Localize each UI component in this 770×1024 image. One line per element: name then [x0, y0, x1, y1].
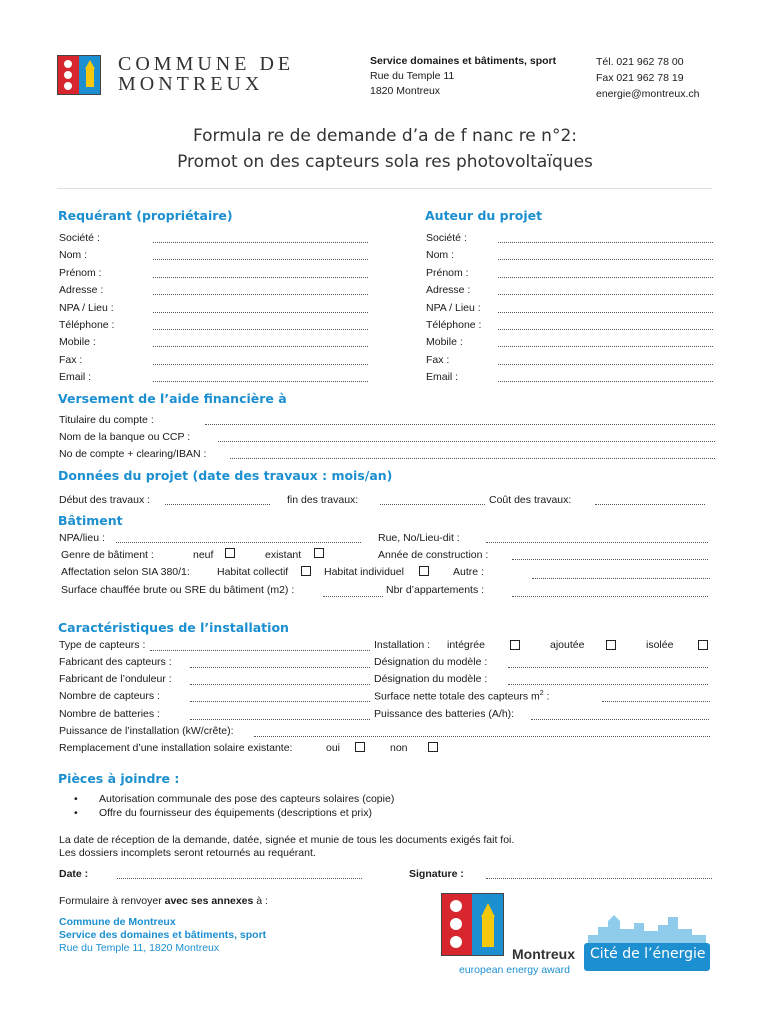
nombre-field[interactable]: [190, 701, 370, 702]
fab-onduleur-field[interactable]: [190, 684, 370, 685]
service-title: Service domaines et bâtiments, sport: [370, 55, 557, 67]
versement-heading: Versement de l’aide financière à: [58, 391, 287, 406]
auteur-field-input[interactable]: [498, 346, 713, 347]
signature-field[interactable]: [486, 878, 712, 879]
logo-montreux-label: Montreux: [512, 946, 575, 962]
coat-of-arms-icon: [57, 55, 101, 95]
commune-logo-line2: MONTREUX: [118, 73, 264, 95]
cout-label: Coût des travaux:: [489, 494, 572, 506]
title-divider: [57, 188, 712, 189]
batteries-label: Nombre de batteries :: [59, 708, 160, 720]
autre-label: Autre :: [453, 566, 484, 578]
auteur-field-label: Société :: [426, 232, 467, 244]
neuf-label: neuf: [193, 549, 214, 561]
neuf-checkbox[interactable]: [225, 548, 235, 558]
note-line1: La date de réception de la demande, datée, signée et munie de tous les documents exigés fait foi.: [59, 834, 515, 846]
npa-field[interactable]: [116, 542, 361, 543]
debut-label: Début des travaux :: [59, 494, 151, 506]
auteur-field-label: Nom :: [426, 249, 455, 262]
requerant-field-label: NPA / Lieu :: [59, 301, 114, 314]
nbr-label: Nbr d’appartements :: [386, 584, 485, 596]
montreux-coat-of-arms-icon: [441, 893, 504, 956]
date-label: Date :: [59, 868, 89, 880]
designation2-field[interactable]: [508, 684, 708, 685]
compte-label: No de compte + clearing/IBAN :: [59, 448, 207, 460]
compte-field[interactable]: [230, 458, 715, 459]
surface-nette-field[interactable]: [602, 701, 710, 702]
fabricant-label: Fabricant des capteurs :: [59, 656, 172, 668]
fabricant-field[interactable]: [190, 667, 370, 668]
collectif-label: Habitat collectif: [217, 566, 289, 578]
fab-onduleur-label: Fabricant de l’onduleur :: [59, 673, 172, 685]
form-title-line2: Promot on des capteurs sola res photovoltaïques: [177, 152, 593, 172]
renvoyer-text: Formulaire à renvoyer avec ses annexes à :: [59, 895, 268, 907]
individuel-label: Habitat individuel: [324, 566, 404, 578]
integree-checkbox[interactable]: [510, 640, 520, 650]
commune-logo-line1: COMMUNE DE: [118, 53, 295, 75]
piece-item-1: Autorisation communale des pose des capteurs solaires (copie): [99, 793, 395, 805]
oui-checkbox[interactable]: [355, 742, 365, 752]
individuel-checkbox[interactable]: [419, 566, 429, 576]
isolee-checkbox[interactable]: [698, 640, 708, 650]
existant-label: existant: [265, 549, 302, 561]
surface-field[interactable]: [323, 596, 383, 597]
requerant-field-input[interactable]: [153, 364, 368, 365]
batteries-field[interactable]: [190, 719, 370, 720]
return-address-2: Service des domaines et bâtiments, sport: [59, 929, 267, 941]
piece-bullet-1: •: [74, 793, 78, 805]
installation-heading: Caractéristiques de l’installation: [58, 620, 289, 635]
requerant-field-label: Fax :: [59, 353, 83, 366]
requerant-field-input[interactable]: [153, 294, 368, 295]
non-label: non: [390, 742, 408, 754]
non-checkbox[interactable]: [428, 742, 438, 752]
annee-label: Année de construction :: [378, 549, 489, 561]
collectif-checkbox[interactable]: [301, 566, 311, 576]
logo-cite-label: Cité de l’énergie: [590, 946, 706, 962]
cout-field[interactable]: [595, 504, 705, 505]
auteur-field-label: Email :: [426, 371, 459, 384]
requerant-field-input[interactable]: [153, 329, 368, 330]
rue-field[interactable]: [486, 542, 708, 543]
piece-item-2: Offre du fournisseur des équipements (descriptions et prix): [99, 807, 372, 819]
genre-label: Genre de bâtiment :: [61, 549, 154, 561]
signature-label: Signature :: [409, 868, 464, 880]
ajoutee-label: ajoutée: [550, 639, 585, 651]
logo-eea-label: european energy award: [459, 964, 570, 976]
projet-heading: Données du projet (date des travaux : mois/an): [58, 468, 393, 483]
puissance-label: Puissance de l’installation (kW/crête):: [59, 725, 234, 737]
titulaire-field[interactable]: [205, 424, 715, 425]
auteur-field-label: Mobile :: [426, 336, 463, 349]
integree-label: intégrée: [447, 639, 485, 651]
puissance-bat-field[interactable]: [531, 719, 709, 720]
auteur-field-label: Prénom :: [426, 266, 469, 279]
requerant-field-input[interactable]: [153, 242, 368, 243]
ajoutee-checkbox[interactable]: [606, 640, 616, 650]
note-line2: Les dossiers incomplets seront retournés au requérant.: [59, 847, 316, 859]
puissance-bat-label: Puissance des batteries (A/h):: [374, 708, 515, 720]
auteur-field-input[interactable]: [498, 381, 713, 382]
contact-email[interactable]: energie@montreux.ch: [596, 88, 700, 100]
auteur-field-input[interactable]: [498, 242, 713, 243]
affectation-label: Affectation selon SIA 380/1:: [61, 566, 190, 578]
requerant-field-input[interactable]: [153, 312, 368, 313]
auteur-field-input[interactable]: [498, 364, 713, 365]
designation1-label: Désignation du modèle :: [374, 656, 488, 668]
fin-field[interactable]: [380, 504, 485, 505]
requerant-field-label: Société :: [59, 232, 100, 244]
batiment-heading: Bâtiment: [58, 513, 123, 528]
requerant-field-label: Prénom :: [59, 266, 102, 279]
requerant-field-label: Email :: [59, 371, 92, 384]
requerant-field-input[interactable]: [153, 381, 368, 382]
rue-label: Rue, No/Lieu-dit :: [378, 532, 460, 544]
debut-field[interactable]: [165, 504, 270, 505]
requerant-field-label: Téléphone :: [59, 319, 115, 331]
service-address1: Rue du Temple 11: [370, 70, 455, 82]
oui-label: oui: [326, 742, 341, 754]
pieces-heading: Pièces à joindre :: [58, 771, 180, 786]
requerant-field-input[interactable]: [153, 346, 368, 347]
auteur-field-input[interactable]: [498, 312, 713, 313]
auteur-field-input[interactable]: [498, 329, 713, 330]
auteur-field-input[interactable]: [498, 294, 713, 295]
requerant-heading: Requérant (propriétaire): [58, 208, 233, 223]
requerant-field-input[interactable]: [153, 277, 368, 278]
type-label: Type de capteurs :: [59, 639, 146, 651]
banque-field[interactable]: [218, 441, 715, 442]
requerant-field-label: Mobile :: [59, 336, 96, 349]
return-address-1: Commune de Montreux: [59, 916, 176, 928]
titulaire-label: Titulaire du compte :: [59, 414, 154, 426]
requerant-field-label: Nom :: [59, 249, 88, 262]
auteur-field-label: Téléphone :: [426, 319, 482, 331]
inst-label: Installation :: [374, 639, 431, 651]
return-address-3: Rue du Temple 11, 1820 Montreux: [59, 942, 220, 954]
remplacement-label: Remplacement d’une installation solaire existante:: [59, 742, 293, 754]
nbr-field[interactable]: [512, 596, 708, 597]
service-address2: 1820 Montreux: [370, 85, 441, 97]
isolee-label: isolée: [646, 639, 674, 651]
auteur-field-input[interactable]: [498, 259, 713, 260]
piece-bullet-2: •: [74, 807, 78, 819]
designation1-field[interactable]: [508, 667, 708, 668]
existant-checkbox[interactable]: [314, 548, 324, 558]
type-field[interactable]: [150, 650, 370, 651]
cite-energie-badge: [584, 913, 710, 971]
nombre-label: Nombre de capteurs :: [59, 690, 160, 702]
auteur-field-input[interactable]: [498, 277, 713, 278]
auteur-field-label: NPA / Lieu :: [426, 301, 481, 314]
surface-nette-label: Surface nette totale des capteurs $m^2$ :: [374, 690, 550, 703]
surface-label: Surface chauffée brute ou SRE du bâtiment (m2) :: [61, 584, 295, 596]
contact-tel: Tél. 021 962 78 00: [596, 56, 684, 68]
banque-label: Nom de la banque ou CCP :: [59, 431, 191, 443]
fin-label: fin des travaux:: [287, 494, 359, 506]
date-field[interactable]: [117, 878, 362, 879]
form-title-line1: Formula re de demande d’a de f nanc re n°2:: [192, 126, 577, 146]
auteur-heading: Auteur du projet: [425, 208, 543, 223]
requerant-field-input[interactable]: [153, 259, 368, 260]
annee-field[interactable]: [512, 559, 708, 560]
npa-label: NPA/lieu :: [59, 532, 105, 544]
requerant-field-label: Adresse :: [59, 284, 104, 297]
contact-fax: Fax 021 962 78 19: [596, 72, 684, 84]
designation2-label: Désignation du modèle :: [374, 673, 488, 685]
auteur-field-label: Fax :: [426, 353, 450, 366]
autre-field[interactable]: [532, 578, 710, 579]
auteur-field-label: Adresse :: [426, 284, 471, 297]
puissance-field[interactable]: [254, 736, 710, 737]
